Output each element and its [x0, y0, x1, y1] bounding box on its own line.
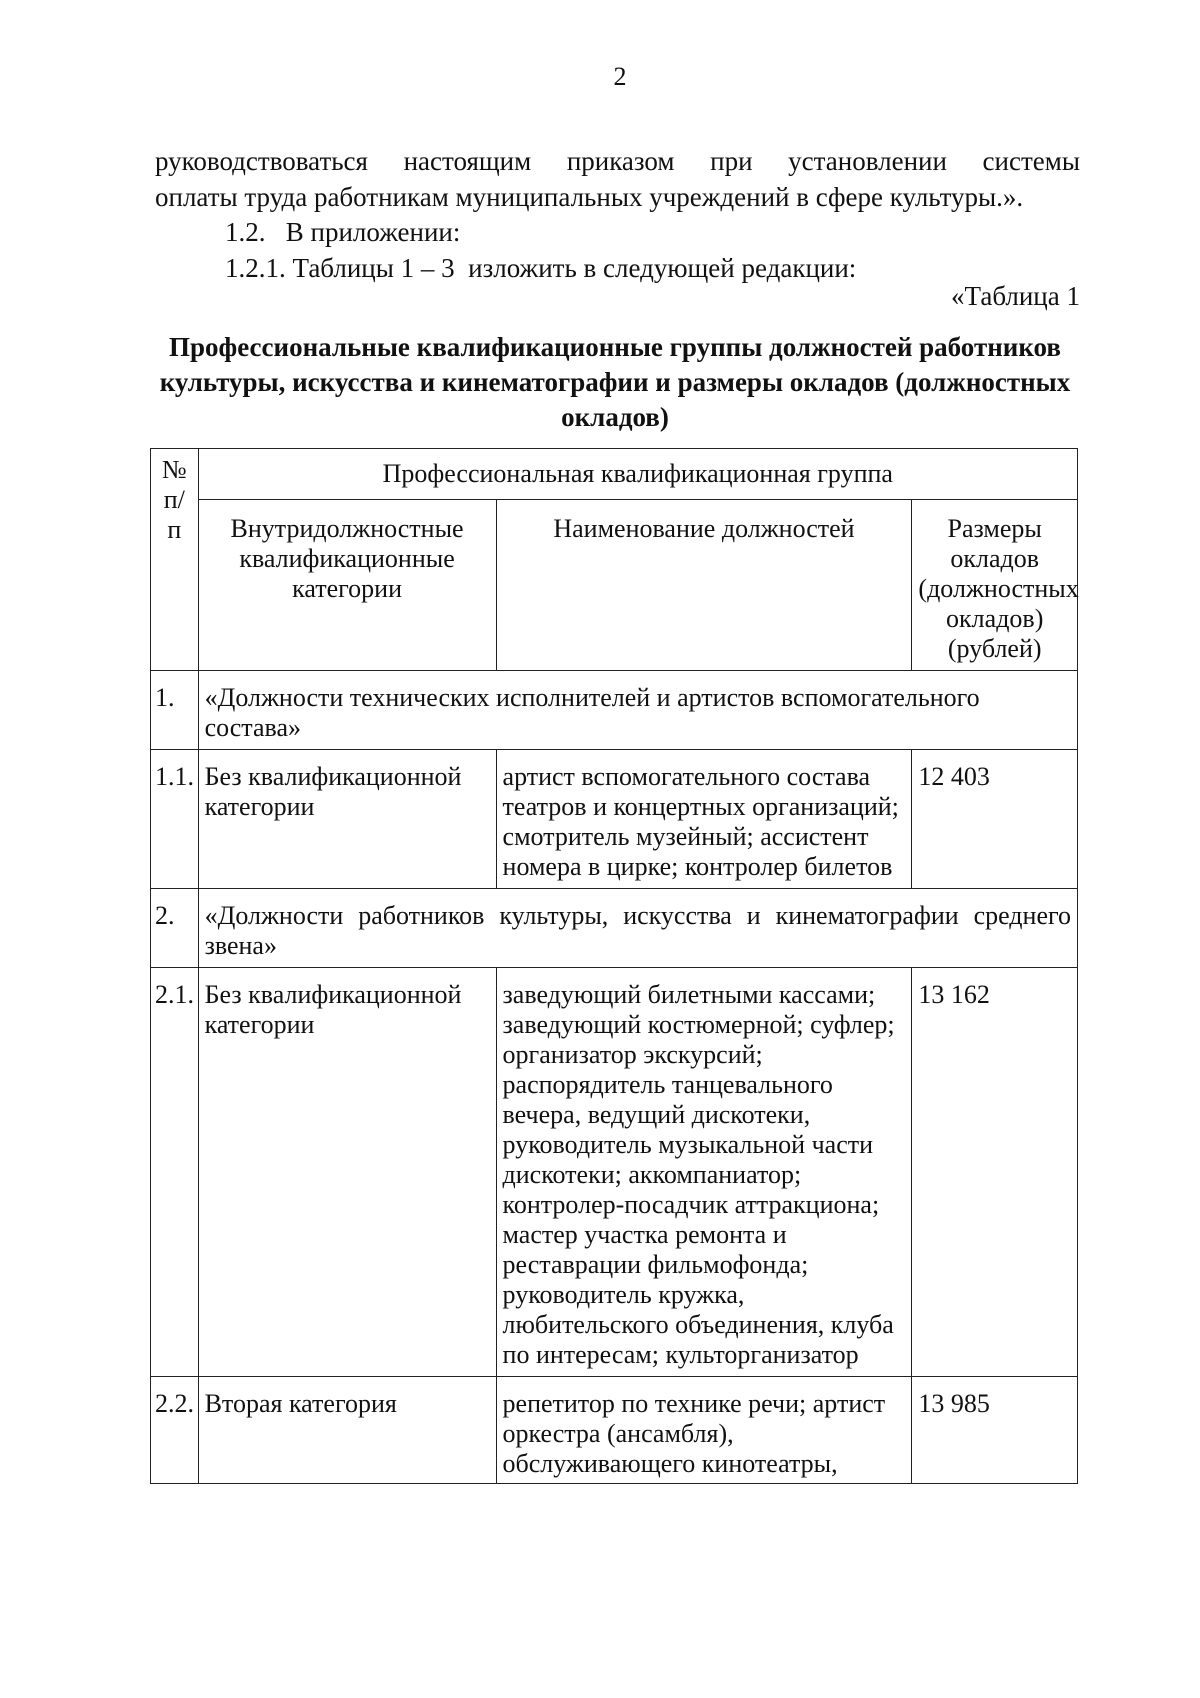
table-row [151, 750, 1078, 889]
table-row [151, 671, 1078, 750]
table-row [151, 889, 1078, 968]
table-row [151, 1377, 1078, 1484]
header-positions: Наименование должностей [496, 500, 912, 671]
table-row [151, 968, 1078, 1377]
row-positions: заведующий билетными кассами; заведующий костюмерной; суфлер; организатор экскурсий; распорядитель танцевального вечера, ведущий дискотеки, руководитель музыкальной части дискотеки; аккомпаниатор; контролер-посадчик аттракциона; мастер участка ремонта и реставрации фильмофонда; руководитель кружка, любительского объединения, клуба по интересам; культорганизатор [496, 968, 912, 1377]
salary-table [150, 448, 1078, 1484]
table-header-row-1 [151, 449, 1078, 500]
intro-line-1: руководствоваться настоящим приказом при установлении системы [155, 146, 1080, 176]
header-salary: Размеры окладов (должностных окладов) (рублей) [912, 500, 1078, 671]
header-num: № п/п [151, 449, 199, 671]
table-header-row-2 [151, 500, 1078, 671]
row-salary: 13 985 [912, 1377, 1078, 1484]
row-salary: 13 162 [912, 968, 1078, 1377]
document-title: Профессиональные квалификационные группы должностей работников культуры, искусства и кинематографии и размеры окладов (должностных окладов) [159, 332, 1071, 432]
table-reference: «Таблица 1 [951, 281, 1080, 311]
intro-line-2: оплаты труда работникам муниципальных учреждений в сфере культуры.». [155, 182, 1024, 212]
item-1-2: 1.2. В приложении: [225, 217, 461, 247]
row-num: 1.1. [151, 750, 199, 889]
row-num: 1. [151, 671, 199, 750]
row-positions: артист вспомогательного состава театров и концертных организаций; смотритель музейный; ассистент номера в цирке; контролер билетов [496, 750, 912, 889]
row-num: 2.2. [151, 1377, 199, 1484]
row-salary: 12 403 [912, 750, 1078, 889]
header-group: Профессиональная квалификационная группа [198, 449, 1077, 500]
intro-paragraph [155, 143, 1080, 215]
header-category: Внутридолжностные квалификационные категории [198, 500, 496, 671]
row-num: 2.1. [151, 968, 199, 1377]
item-1-2-1: 1.2.1. Таблицы 1 – 3 изложить в следующей редакции: [225, 253, 857, 283]
row-group: «Должности технических исполнителей и артистов вспомогательного состава» [198, 671, 1077, 750]
row-category: Без квалификационной категории [198, 750, 496, 889]
row-group: «Должности работников культуры, искусства и кинематографии среднего звена» [198, 889, 1077, 968]
page-number: 2 [613, 62, 627, 91]
row-num: 2. [151, 889, 199, 968]
row-category: Без квалификационной категории [198, 968, 496, 1377]
row-category: Вторая категория [198, 1377, 496, 1484]
row-positions: репетитор по технике речи; артист оркестра (ансамбля), обслуживающего кинотеатры, [496, 1377, 912, 1484]
